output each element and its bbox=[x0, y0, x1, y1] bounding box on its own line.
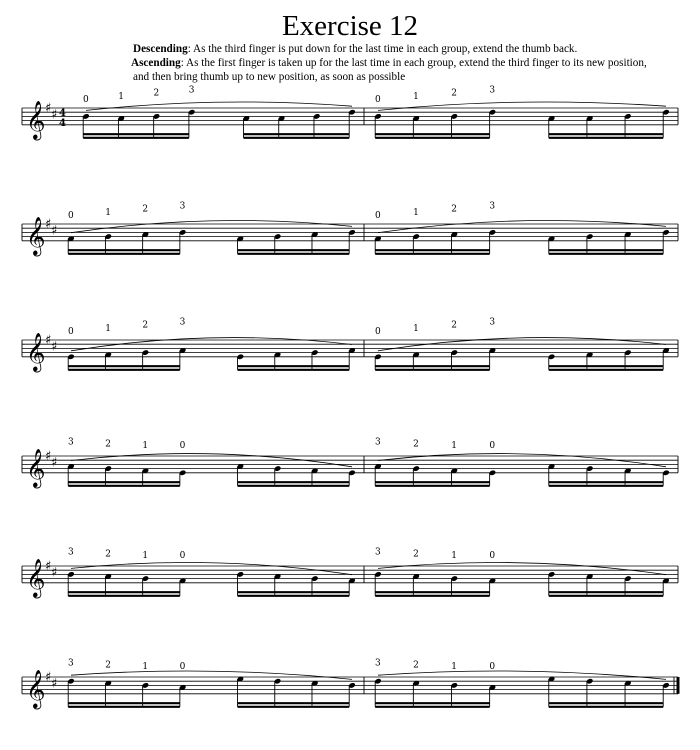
fingering-number: 3 bbox=[179, 201, 186, 212]
slur bbox=[378, 671, 666, 679]
treble-clef: 𝄞 bbox=[26, 331, 46, 371]
time-signature-top: 4 bbox=[59, 108, 66, 119]
staff-system bbox=[22, 201, 678, 256]
ascending-instruction-continued: and then bring thumb up to new position, as soon as possible bbox=[133, 71, 406, 83]
fingering-number: 0 bbox=[179, 551, 186, 561]
fingering-number: 0 bbox=[375, 95, 381, 105]
staff-system bbox=[22, 659, 680, 710]
sharp-c: ♯ bbox=[51, 455, 58, 471]
sharp-c: ♯ bbox=[51, 676, 58, 692]
fingering-number: 3 bbox=[68, 547, 74, 558]
fingering-number: 2 bbox=[451, 320, 458, 331]
fingering-number: 0 bbox=[83, 95, 89, 105]
fingering-number: 2 bbox=[413, 549, 419, 560]
fingering-number: 1 bbox=[105, 207, 111, 218]
fingering-number: 3 bbox=[68, 437, 74, 448]
fingering-number: 2 bbox=[413, 660, 419, 671]
fingering-number: 0 bbox=[179, 662, 186, 672]
slur bbox=[378, 102, 666, 110]
fingering-number: 1 bbox=[142, 441, 149, 452]
slur bbox=[86, 102, 352, 110]
fingering-number: 1 bbox=[105, 323, 111, 334]
sharp-c: ♯ bbox=[51, 565, 58, 581]
fingering-number: 3 bbox=[68, 658, 74, 669]
fingering-number: 2 bbox=[451, 204, 458, 215]
fingering-number: 1 bbox=[413, 91, 419, 102]
fingering-number: 2 bbox=[105, 660, 111, 671]
fingering-number: 0 bbox=[489, 441, 496, 451]
treble-clef: 𝄞 bbox=[26, 99, 46, 139]
fingering-number: 2 bbox=[153, 88, 160, 99]
time-signature-bottom: 4 bbox=[59, 117, 66, 129]
staff-systems bbox=[22, 85, 680, 709]
fingering-number: 2 bbox=[451, 88, 458, 99]
treble-clef: 𝄞 bbox=[26, 668, 46, 708]
sharp-c: ♯ bbox=[51, 107, 58, 123]
treble-clef: 𝄞 bbox=[26, 557, 46, 597]
fingering-number: 0 bbox=[489, 662, 496, 672]
fingering-number: 3 bbox=[489, 85, 496, 96]
fingering-number: 3 bbox=[375, 658, 381, 669]
slur bbox=[71, 562, 352, 574]
sharp-f: ♯ bbox=[45, 101, 52, 116]
fingering-number: 1 bbox=[142, 551, 149, 562]
fingering-number: 3 bbox=[375, 547, 381, 558]
final-barline-thick bbox=[677, 677, 680, 694]
fingering-number: 0 bbox=[489, 551, 496, 561]
fingering-number: 3 bbox=[179, 317, 186, 328]
fingering-number: 1 bbox=[413, 207, 419, 218]
slur bbox=[71, 671, 352, 679]
ascending-text: : As the first finger is taken up for the last time in each group, extend the third finger to its new position, bbox=[180, 57, 647, 69]
fingering-number: 0 bbox=[375, 327, 381, 337]
slur bbox=[378, 220, 666, 232]
fingering-number: 1 bbox=[451, 551, 458, 562]
fingering-number: 1 bbox=[451, 441, 458, 452]
ascending-label: Ascending bbox=[131, 57, 181, 69]
fingering-number: 3 bbox=[375, 437, 381, 448]
sharp-f: ♯ bbox=[45, 559, 52, 574]
treble-clef: 𝄞 bbox=[26, 447, 46, 487]
descending-label: Descending bbox=[133, 43, 188, 55]
staff-system bbox=[22, 85, 678, 140]
fingering-number: 1 bbox=[451, 662, 458, 673]
fingering-number: 3 bbox=[489, 201, 496, 212]
fingering-number: 2 bbox=[142, 320, 149, 331]
fingering-number: 2 bbox=[142, 204, 149, 215]
fingering-number: 3 bbox=[489, 317, 496, 328]
exercise-title: Exercise 12 bbox=[281, 10, 419, 42]
staff-system bbox=[22, 548, 678, 599]
sharp-f: ♯ bbox=[45, 670, 52, 685]
sharp-f: ♯ bbox=[45, 333, 52, 348]
fingering-number: 1 bbox=[142, 662, 149, 673]
treble-clef: 𝄞 bbox=[26, 215, 46, 255]
fingering-number: 2 bbox=[413, 439, 419, 450]
fingering-number: 2 bbox=[105, 439, 111, 450]
slur bbox=[378, 562, 666, 574]
fingering-number: 0 bbox=[68, 211, 74, 221]
sharp-c: ♯ bbox=[51, 223, 58, 239]
fingering-number: 1 bbox=[118, 91, 124, 102]
fingering-number: 1 bbox=[413, 323, 419, 334]
fingering-number: 0 bbox=[68, 327, 74, 337]
staff-system bbox=[22, 317, 678, 372]
sharp-f: ♯ bbox=[45, 217, 52, 232]
fingering-number: 0 bbox=[179, 441, 186, 451]
sharp-c: ♯ bbox=[51, 339, 58, 355]
sharp-f: ♯ bbox=[45, 449, 52, 464]
descending-text: : As the third finger is put down for the last time in each group, extend the thumb back. bbox=[187, 43, 578, 55]
slur bbox=[71, 220, 352, 232]
fingering-number: 3 bbox=[188, 85, 195, 96]
fingering-number: 2 bbox=[105, 549, 111, 560]
staff-system bbox=[22, 438, 678, 489]
fingering-number: 0 bbox=[375, 211, 381, 221]
